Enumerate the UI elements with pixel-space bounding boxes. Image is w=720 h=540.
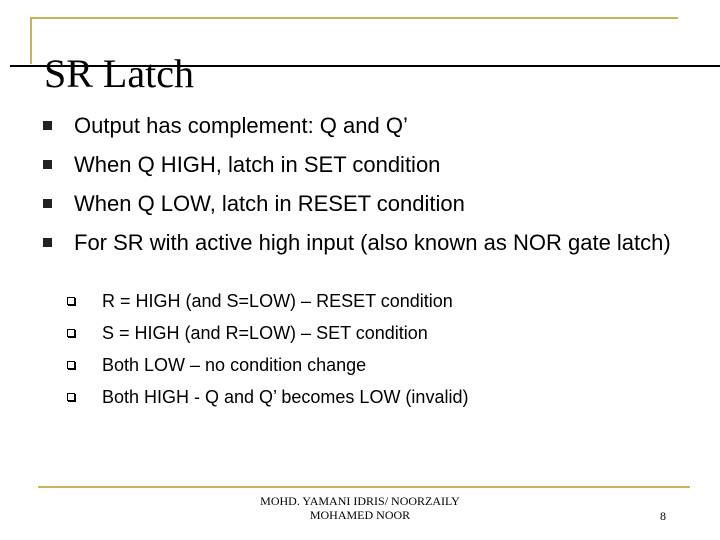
bullet-text: When Q HIGH, latch in SET condition	[74, 152, 441, 177]
sub-bullet-text: Both LOW – no condition change	[102, 355, 367, 375]
footer-line-1: MOHD. YAMANI IDRIS/ NOORZAILY	[260, 494, 460, 508]
slide-title: SR Latch	[44, 51, 194, 96]
footer-rule	[38, 486, 690, 488]
bullet-item	[40, 191, 710, 217]
accent-top-line	[30, 17, 678, 19]
bullet-text: For SR with active high input (also known as NOR gate latch)	[74, 230, 671, 255]
bullet-item	[40, 113, 710, 139]
sub-bullet-item	[64, 387, 468, 408]
square-bullet-icon	[43, 199, 52, 208]
sub-bullet-item	[64, 355, 468, 376]
square-bullet-icon	[43, 121, 52, 130]
accent-left-line	[30, 17, 32, 64]
sub-bullet-text: R = HIGH (and S=LOW) – RESET condition	[102, 291, 453, 311]
bullet-text: Output has complement: Q and Q’	[74, 113, 408, 138]
sub-bullet-text: S = HIGH (and R=LOW) – SET condition	[102, 323, 428, 343]
sub-bullet-item	[64, 323, 468, 344]
hollow-square-bullet-icon	[67, 297, 75, 305]
footer-line-2: MOHAMED NOOR	[309, 508, 411, 522]
sub-bullet-list	[64, 291, 468, 419]
bullet-list	[40, 113, 710, 276]
sub-bullet-text: Both HIGH - Q and Q’ becomes LOW (invalid)	[102, 387, 469, 407]
square-bullet-icon	[43, 238, 52, 247]
bullet-item	[40, 152, 710, 178]
hollow-square-bullet-icon	[67, 329, 75, 337]
sub-bullet-item	[64, 291, 468, 312]
footer-author	[230, 494, 490, 522]
hollow-square-bullet-icon	[67, 393, 75, 401]
page-number: 8	[660, 509, 666, 523]
square-bullet-icon	[43, 160, 52, 169]
bullet-item	[40, 230, 710, 256]
hollow-square-bullet-icon	[67, 361, 75, 369]
bullet-text: When Q LOW, latch in RESET condition	[74, 191, 465, 216]
